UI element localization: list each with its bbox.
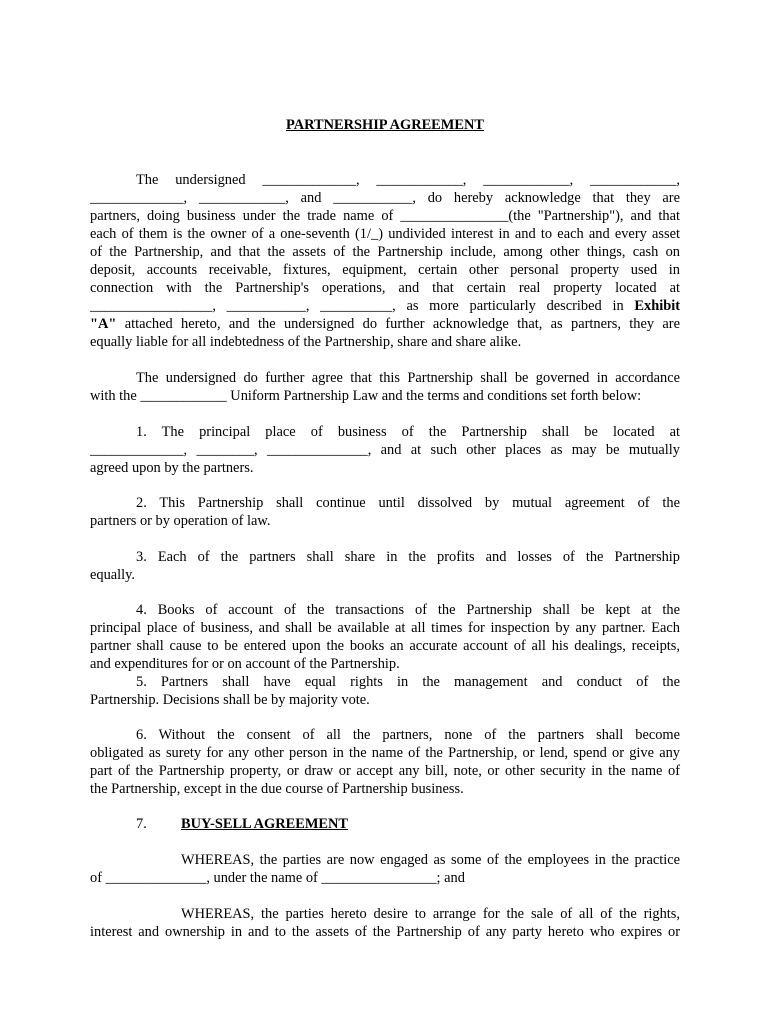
- item-2-line: 2. This Partnership shall continue until dissolved by mutual agreement of the: [136, 495, 680, 511]
- paragraph-line: connection with the Partnership's operations, and that certain real property located at: [90, 280, 680, 296]
- exhibit-label: Exhibit: [634, 298, 680, 314]
- paragraph-line: [90, 315, 680, 333]
- document-title: PARTNERSHIP AGREEMENT: [286, 117, 484, 133]
- paragraph-line: The undersigned _____________, ____________, ____________, ____________,: [136, 172, 680, 188]
- paragraph-line: of the Partnership, and that the assets of the Partnership include, among other things, cash on: [90, 244, 680, 260]
- line-text: attached hereto, and the undersigned do further acknowledge that, as partners, they are: [116, 316, 680, 332]
- paragraph-line: partners, doing business under the trade name of _______________(the "Partnership"), and that: [90, 208, 680, 224]
- item-6-line: the Partnership, except in the due course of Partnership business.: [90, 781, 464, 797]
- item-4-line: and expenditures for or on account of the Partnership.: [90, 656, 400, 672]
- item-5-line: 5. Partners shall have equal rights in the management and conduct of the: [136, 674, 680, 690]
- buy-sell-heading: BUY-SELL AGREEMENT: [181, 816, 349, 832]
- whereas-line: of ______________, under the name of ________________; and: [90, 870, 465, 886]
- item-4-line: 4. Books of account of the transactions of the Partnership shall be kept at the: [136, 602, 680, 618]
- paragraph-line: deposit, accounts receivable, fixtures, equipment, certain other personal property used in: [90, 262, 680, 278]
- item-3-line: 3. Each of the partners shall share in the profits and losses of the Partnership: [136, 549, 680, 565]
- item-2-line: partners or by operation of law.: [90, 513, 271, 529]
- whereas-line: interest and ownership in and to the assets of the Partnership of any party hereto who expires or: [90, 924, 680, 940]
- item-6-line: part of the Partnership property, or draw or accept any bill, note, or other security in the name of: [90, 763, 680, 779]
- item-5-line: Partnership. Decisions shall be by majority vote.: [90, 692, 370, 708]
- whereas-line: WHEREAS, the parties are now engaged as some of the employees in the practice: [181, 852, 680, 868]
- paragraph-line: equally liable for all indebtedness of the Partnership, share and share alike.: [90, 334, 522, 350]
- paragraph-line: with the ____________ Uniform Partnership Law and the terms and conditions set forth below:: [90, 388, 642, 404]
- item-6-line: obligated as surety for any other person in the name of the Partnership, or lend, spend or give any: [90, 745, 680, 761]
- item-4-line: principal place of business, and shall be available at all times for inspection by any partner. Each: [90, 620, 680, 636]
- item-6-line: 6. Without the consent of all the partners, none of the partners shall become: [136, 727, 680, 743]
- item-3-line: equally.: [90, 567, 136, 583]
- item-7-number: 7.: [136, 816, 147, 832]
- paragraph-line: [90, 297, 680, 315]
- item-1-line: _____________, ________, ______________, and at such other places as may be mutually: [90, 442, 680, 458]
- line-text: _________________, ___________, __________, as more particularly described in: [90, 298, 635, 314]
- paragraph-line: _____________, ____________, and ___________, do hereby acknowledge that they are: [90, 190, 680, 206]
- item-7-heading-line: [90, 815, 680, 833]
- paragraph-line: each of them is the owner of a one-seventh (1/_) undivided interest in and to each and every asset: [90, 226, 680, 242]
- item-1-line: 1. The principal place of business of the Partnership shall be located at: [136, 424, 680, 440]
- item-4-line: partner shall cause to be entered upon the books an accurate account of all his dealings, receipts,: [90, 638, 680, 654]
- exhibit-a-label: "A": [90, 316, 117, 332]
- item-1-line: agreed upon by the partners.: [90, 460, 254, 476]
- whereas-line: WHEREAS, the parties hereto desire to arrange for the sale of all of the rights,: [181, 906, 680, 922]
- paragraph-line: The undersigned do further agree that this Partnership shall be governed in accordance: [136, 370, 680, 386]
